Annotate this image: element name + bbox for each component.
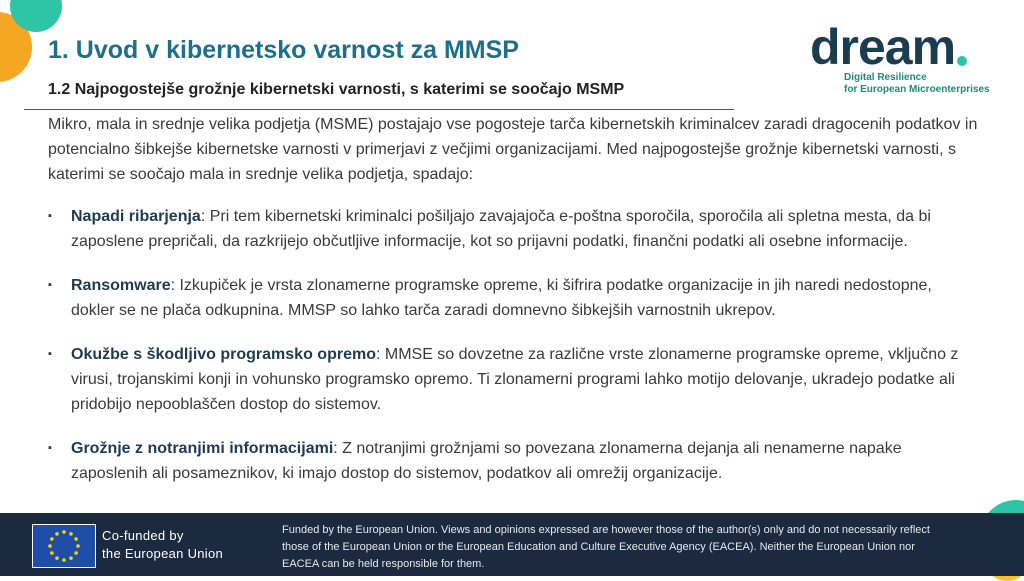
eu-star-icon <box>62 558 66 562</box>
bullet-term: Napadi ribarjenja <box>71 208 201 225</box>
eu-star-icon <box>50 551 54 555</box>
bullet-text: : Izkupiček je vrsta zlonamerne programske opreme, ki šifrira podatke organizacije in jih naredi nedostopne, dokler se ne plača odkupnina. MMSP so lahko tarča zaradi domnevno šibkejših varnostnih ukrepov. <box>71 277 932 319</box>
eu-star-icon <box>55 556 59 560</box>
eu-star-icon <box>62 530 66 534</box>
eu-flag-icon <box>32 524 96 568</box>
bullet-square-icon: ▪ <box>48 348 52 360</box>
list-item <box>48 204 978 254</box>
bullet-square-icon: ▪ <box>48 442 52 454</box>
eu-star-icon <box>74 551 78 555</box>
title-divider <box>24 109 734 110</box>
eu-cofunded-label <box>102 527 223 563</box>
eu-star-icon <box>69 532 73 536</box>
logo-wordmark <box>810 16 990 75</box>
logo-tagline-2: for European Microenterprises <box>844 84 990 95</box>
bullet-text: : MMSE so dovzetne za različne vrste zlonamerne programske opreme, vključno z virusi, trojanskimi konji in vohunsko programsko opremo. Ti zlonamerni programi lahko motijo delovanje, ukradejo podatke ali pridobijo nepooblaščen dostop do sistemov. <box>71 346 959 413</box>
logo-dot-icon <box>957 56 967 66</box>
eu-star-icon <box>74 537 78 541</box>
eu-star-icon <box>48 544 52 548</box>
eu-star-icon <box>50 537 54 541</box>
eu-star-icon <box>76 544 80 548</box>
bullet-term: Grožnje z notranjimi informacijami <box>71 440 334 457</box>
logo-tagline-1: Digital Resilience <box>844 72 927 83</box>
page-title: 1. Uvod v kibernetsko varnost za MMSP <box>48 36 519 64</box>
eu-star-icon <box>55 532 59 536</box>
intro-paragraph: Mikro, mala in srednje velika podjetja (MSME) postajajo vse pogosteje tarča kibernetskih kriminalcev zaradi dragocenih podatkov in potencialno šibkejše kibernetske varnosti v primerjavi z večjimi organizacijami. Med najpogostejše grožnje kibernetski varnosti, s katerimi se soočajo mala in srednje velika podjetja, spadajo: <box>48 116 978 183</box>
bullet-text: : Z notranjimi grožnjami so povezana zlonamerna dejanja ali nenamerne napake zaposlenih ali posameznikov, ki imajo dostop do sistemov, podatkov ali omrežij organizacije. <box>71 440 902 482</box>
eu-label-line-2: the European Union <box>102 546 224 561</box>
funding-disclaimer: Funded by the European Union. Views and opinions expressed are however those of the author(s) only and do not necessarily reflect those of the European Union or the European Education and Culture Executive Agency (EACEA). Neither the European Union nor EACEA can be held responsible for them. <box>282 524 930 570</box>
eu-stars-icon <box>33 525 95 567</box>
footer-bar <box>0 513 1024 576</box>
list-item <box>48 342 978 417</box>
list-item <box>48 436 978 486</box>
eu-label-line-1: Co-funded by <box>102 528 184 543</box>
bullet-term: Ransomware <box>71 277 171 294</box>
bullet-text: : Pri tem kibernetski kriminalci pošiljajo zavajajoča e-poštna sporočila, sporočila ali spletna mesta, da bi zaposlene prepričali, da razkrijejo občutljive informacije, kot so prijavni podatki, finančni podatki ali osebne informacije. <box>71 208 931 250</box>
eu-star-icon <box>69 556 73 560</box>
page-subtitle: 1.2 Najpogostejše grožnje kibernetski varnosti, s katerimi se soočajo MSMP <box>48 81 625 98</box>
dream-logo <box>810 16 990 96</box>
bullet-square-icon: ▪ <box>48 210 52 222</box>
bullet-term: Okužbe s škodljivo programsko opremo <box>71 346 376 363</box>
threat-list <box>48 204 978 486</box>
logo-word: dream <box>810 19 956 75</box>
bullet-square-icon: ▪ <box>48 279 52 291</box>
list-item <box>48 273 978 323</box>
